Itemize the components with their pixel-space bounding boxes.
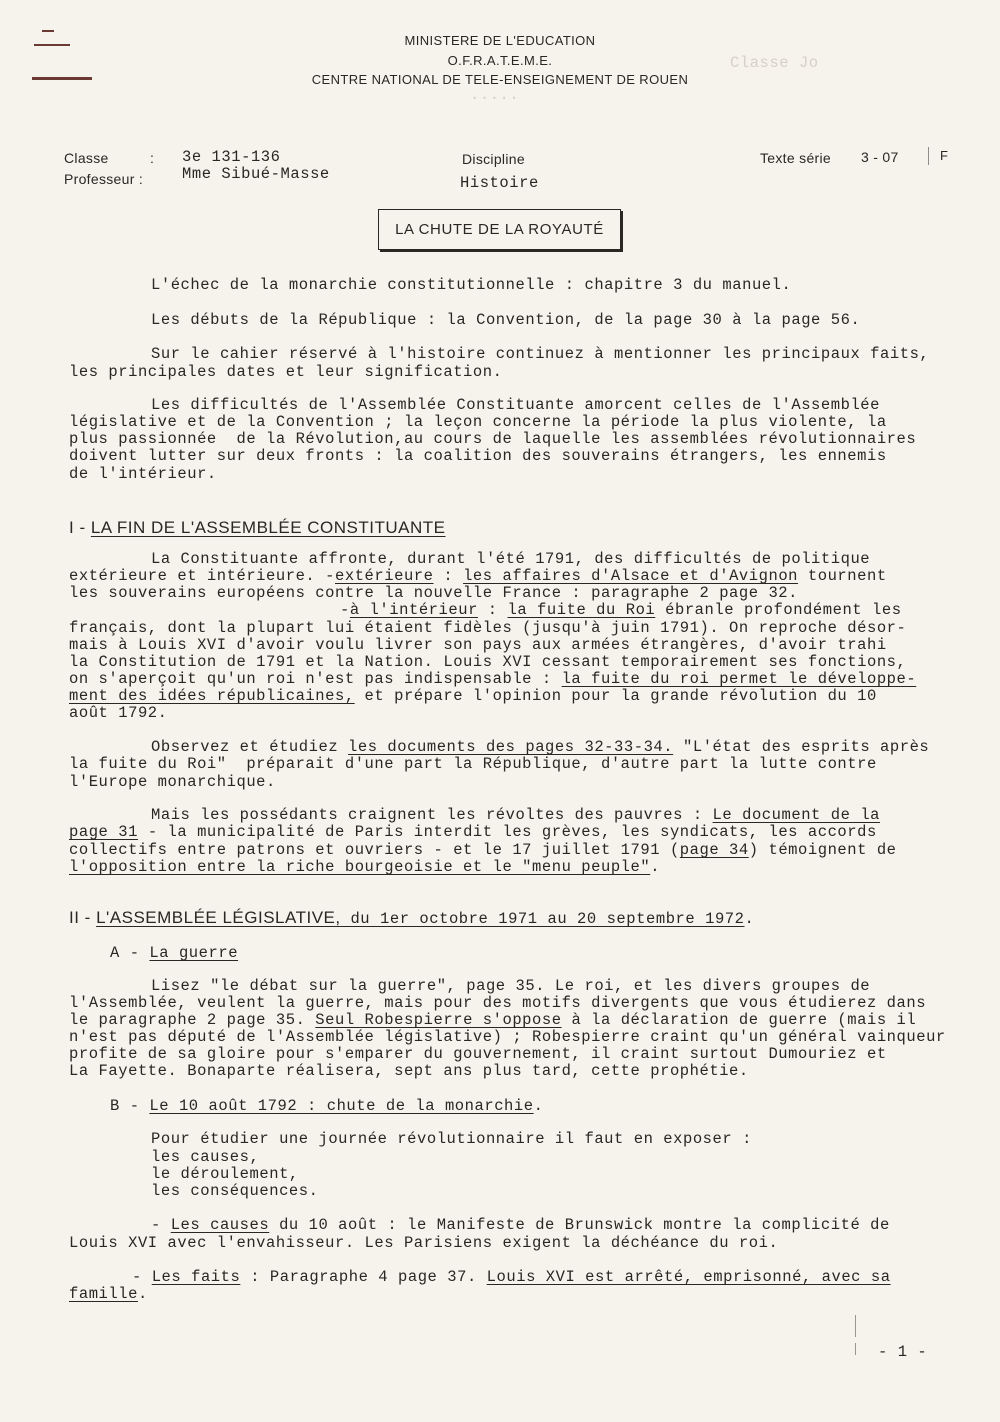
intro-line: de l'intérieur.	[69, 465, 217, 483]
text-line: page 31 - la municipalité de Paris interdit les grèves, les syndicats, les accords	[69, 823, 877, 841]
bleed-through-text: .....	[470, 86, 520, 104]
header-ministry: MINISTERE DE L'EDUCATION	[404, 33, 596, 48]
text-line: Observez et étudiez les documents des pages 32-33-34. "L'état des esprits après	[151, 738, 930, 756]
text-line: Mais les possédants craignent les révoltes des pauvres : Le document de la	[151, 806, 881, 824]
intro-line: L'échec de la monarchie constitutionnelle : chapitre 3 du manuel.	[151, 276, 792, 294]
text-line: l'Europe monarchique.	[69, 773, 276, 791]
section-title: L'ASSEMBLÉE LÉGISLATIVE,	[96, 908, 341, 927]
texte-serie-suffix: F	[940, 148, 949, 163]
text-line: la fuite du Roi" préparait d'une part la République, d'autre part la lutte contre	[69, 755, 877, 773]
subsection-heading: A - La guerre	[110, 944, 239, 962]
text-line: l'Assemblée, veulent la guerre, mais pour des motifs divergents que vous étudierez dans	[69, 994, 927, 1012]
text-line: mais à Louis XVI d'avoir voulu livrer son pays aux armées étrangères, d'avoir trahi	[69, 636, 887, 654]
field-divider	[928, 147, 929, 165]
text-line: - Les faits : Paragraphe 4 page 37. Louis XVI est arrêté, emprisonné, avec sa	[132, 1268, 891, 1286]
text-line: Pour étudier une journée révolutionnaire il faut en exposer :	[151, 1130, 752, 1148]
section-heading: II - L'ASSEMBLÉE LÉGISLATIVE, du 1er octobre 1971 au 20 septembre 1972.	[69, 908, 755, 928]
list-item: les causes,	[151, 1148, 260, 1166]
text-line: les souverains européens contre la nouvelle France : paragraphe 2 page 32.	[69, 584, 799, 602]
text-line: extérieure et intérieure. -extérieure : les affaires d'Alsace et d'Avignon tournent	[69, 567, 887, 585]
text-line: - Les causes du 10 août : le Manifeste de Brunswick montre la complicité de	[151, 1216, 890, 1234]
list-item: le déroulement,	[151, 1165, 299, 1183]
texte-serie-value: 3 - 07	[861, 149, 899, 165]
text-line: -à l'intérieur : la fuite du Roi ébranle profondément les	[340, 601, 902, 619]
text-line: n'est pas député de l'Assemblée législative) ; Robespierre craint qu'un général vainqueur	[69, 1028, 946, 1046]
header-ofrateme: O.F.R.A.T.E.M.E.	[447, 53, 553, 68]
text-line: français, dont la plupart lui étaient fidèles (jusqu'à juin 1791). On reproche désor-	[69, 619, 907, 637]
section-heading	[69, 518, 446, 538]
classe-value: 3e 131-136	[182, 148, 281, 166]
colon: :	[150, 150, 155, 166]
section-title: LA FIN DE L'ASSEMBLÉE CONSTITUANTE	[90, 518, 446, 537]
section-number: II -	[69, 908, 97, 927]
margin-mark	[855, 1343, 856, 1355]
intro-line: législative et de la Convention ; la leçon concerne la période la plus violente, la	[69, 413, 887, 431]
text-line: collectifs entre patrons et ouvriers - et le 17 juillet 1791 (page 34) témoignent de	[69, 841, 897, 859]
classe-label: Classe	[64, 150, 109, 166]
document-title: LA CHUTE DE LA ROYAUTÉ	[378, 209, 621, 250]
ink-mark	[42, 30, 54, 32]
discipline-label: Discipline	[462, 151, 525, 167]
section-number: I -	[69, 518, 91, 537]
intro-line: plus passionnée de la Révolution,au cours de laquelle les assemblées révolutionnaires	[69, 430, 917, 448]
text-line: ment des idées républicaines, et prépare l'opinion pour la grande révolution du 10	[69, 687, 877, 705]
subsection-heading: B - Le 10 août 1792 : chute de la monarchie.	[110, 1097, 544, 1115]
discipline-value: Histoire	[460, 174, 539, 192]
texte-serie-label: Texte série	[760, 150, 831, 166]
header-centre: CENTRE NATIONAL DE TELE-ENSEIGNEMENT DE ROUEN	[311, 72, 689, 87]
text-line: la Constitution de 1791 et la Nation. Louis XVI cessant temporairement ses fonctions,	[69, 653, 907, 671]
page-number: - 1 -	[878, 1343, 928, 1361]
bleed-through-text: Classe Jo	[730, 54, 819, 72]
text-line: Lisez "le débat sur la guerre", page 35. Le roi, et les divers groupes de	[151, 977, 871, 995]
text-line: le paragraphe 2 page 35. Seul Robespierre s'oppose à la déclaration de guerre (mais il	[69, 1011, 917, 1029]
margin-mark	[855, 1315, 856, 1337]
professeur-value: Mme Sibué-Masse	[182, 165, 330, 183]
intro-line: Les débuts de la République : la Convention, de la page 30 à la page 56.	[151, 311, 861, 329]
text-line: l'opposition entre la riche bourgeoisie et le "menu peuple".	[69, 858, 661, 876]
intro-line: Sur le cahier réservé à l'histoire continuez à mentionner les principaux faits,	[151, 345, 930, 363]
text-line: Louis XVI avec l'envahisseur. Les Parisiens exigent la déchéance du roi.	[69, 1234, 779, 1252]
intro-line: Les difficultés de l'Assemblée Constituante amorcent celles de l'Assemblée	[151, 396, 881, 414]
text-line: La Constituante affronte, durant l'été 1791, des difficultés de politique	[151, 550, 871, 568]
intro-line: les principales dates et leur signification.	[69, 363, 503, 381]
text-line: on s'aperçoit qu'un roi n'est pas indispensable : la fuite du roi permet le développe-	[69, 670, 917, 688]
text-line: profite de sa gloire pour s'emparer du gouvernement, il craint surtout Dumouriez et	[69, 1045, 887, 1063]
intro-line: doivent lutter sur deux fronts : la coalition des souverains étrangers, les ennemis	[69, 447, 887, 465]
text-line: famille.	[69, 1285, 148, 1303]
professeur-label: Professeur :	[64, 171, 144, 187]
text-line: La Fayette. Bonaparte réalisera, sept ans plus tard, cette prophétie.	[69, 1062, 749, 1080]
section-dates: du 1er octobre 1971 au 20 septembre 1972	[340, 910, 745, 928]
list-item: les conséquences.	[151, 1182, 319, 1200]
text-line: août 1792.	[69, 704, 168, 722]
